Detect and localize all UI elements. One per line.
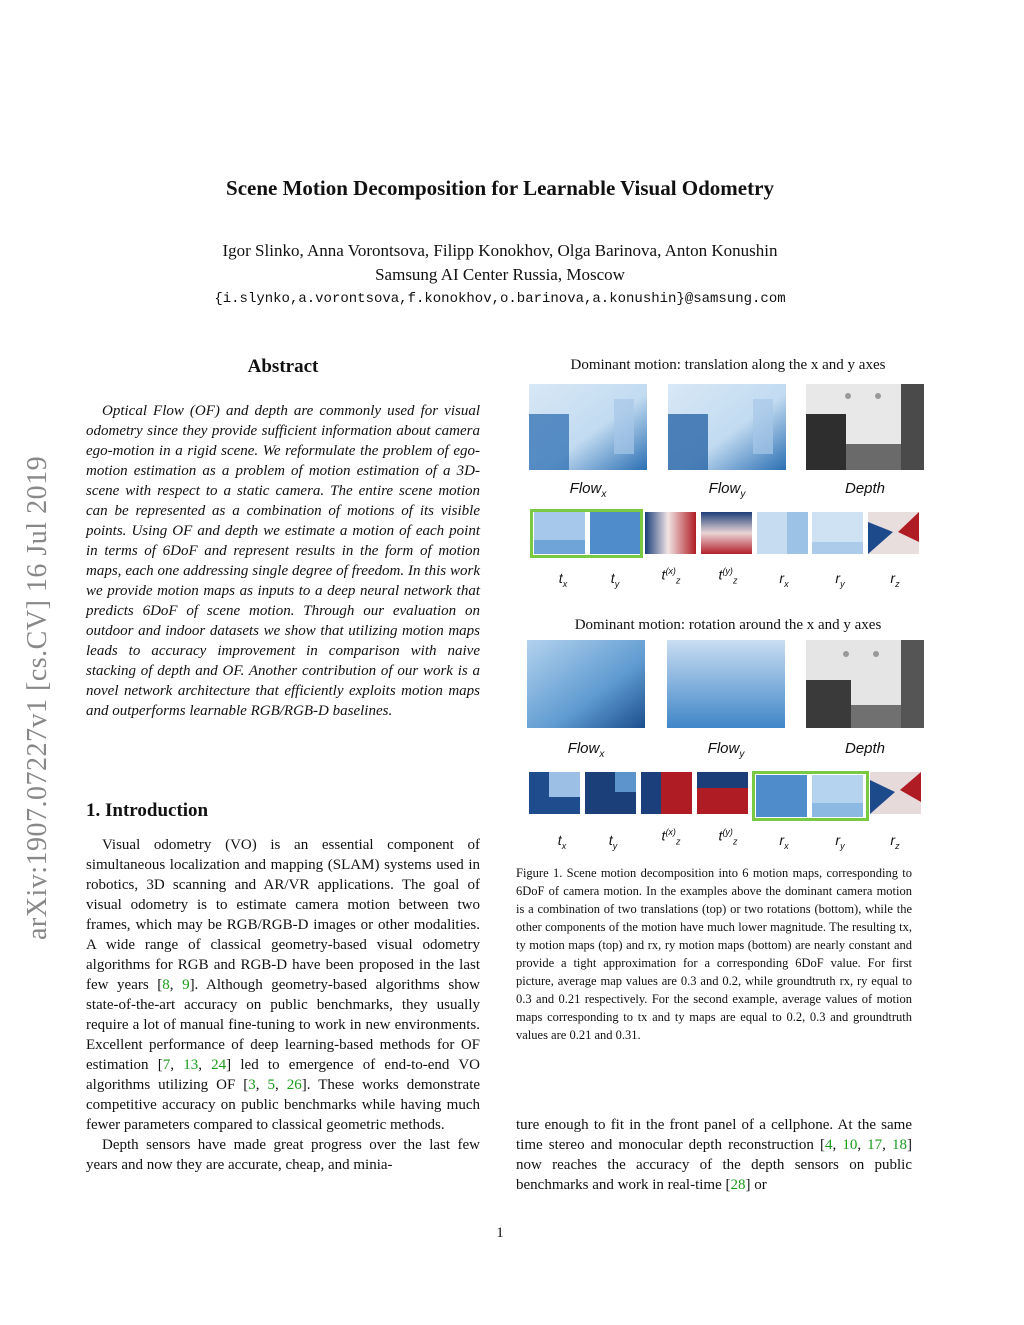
- paper-title: Scene Motion Decomposition for Learnable Visual Odometry: [226, 176, 774, 200]
- flow-x-label-rotation: Flow$_x$: [567, 740, 605, 760]
- page-number: 1: [496, 1225, 504, 1241]
- motion-map-tx-rotation: [529, 772, 580, 814]
- citation-link[interactable]: 28: [730, 1177, 746, 1193]
- citation-link[interactable]: 10: [842, 1137, 858, 1153]
- intro-continuation: ture enough to fit in the front panel of a cellphone. At the same time stereo and monocular depth reconstruction [4, 10, 17, 18] now reaches the accuracy of the depth sensors on public benchmarks and work in real-time [28] or: [516, 1117, 912, 1193]
- label-rx: $r_x$: [779, 570, 789, 589]
- arxiv-stamp: arXiv:1907.07227v1 [cs.CV] 16 Jul 2019: [22, 455, 53, 940]
- abstract-body: [86, 401, 480, 721]
- intro-body: [86, 835, 480, 1175]
- affiliation: Samsung AI Center Russia, Moscow: [375, 265, 625, 284]
- label-tx: $t_x$: [558, 570, 568, 589]
- motion-map-tz-x-rotation: [641, 772, 692, 814]
- citation-link[interactable]: 13: [183, 1057, 199, 1073]
- motion-map-rz-rotation: [870, 772, 921, 814]
- motion-map-tz-y-rotation: [697, 772, 748, 814]
- citation-link[interactable]: 7: [162, 1057, 171, 1073]
- intro-paragraph-2: Depth sensors have made great progress over the last few years and now they are accurate, cheap, and minia-: [86, 1137, 480, 1173]
- flow-y-label-rotation: Flow$_y$: [707, 740, 745, 760]
- citation-link[interactable]: 26: [286, 1077, 302, 1093]
- label-tz-x: $t^{(x)}_z$: [661, 566, 681, 586]
- flow-y-image: [668, 384, 786, 470]
- label-rz-rotation: $r_z$: [890, 832, 900, 851]
- label-ty: $t_y$: [610, 570, 620, 589]
- citation-link[interactable]: 17: [867, 1137, 883, 1153]
- depth-label: Depth: [844, 480, 886, 497]
- label-ry-rotation: $r_y$: [835, 832, 845, 851]
- flow-y-image-rotation: [667, 640, 785, 728]
- depth-image-rotation: [806, 640, 924, 728]
- label-tz-y-rotation: $t^{(y)}_z$: [718, 827, 738, 847]
- motion-map-tz-y: [701, 512, 752, 554]
- figure-caption: Figure 1. Scene motion decomposition into 6 motion maps, corresponding to 6DoF of camera motion. In the examples above the dominant camera motion is a combination of two translations (top) or two rotations (bottom), while the other components of the motion have much lower magnitude. The resulting tx, ty motion maps (top) and rx, ry motion maps (bottom) are nearly constant and provide a tight approximation for a corresponding 6DoF value. For first picture, average map values are 0.3 and 0.2, while groundtruth rx, ry equal to 0.3 and 0.21 respectively. For the second example, average values of motion maps corresponding to tx and ty maps are equal to 0.2, 0.3 and groundtruth values are 0.21 and 0.31.: [516, 866, 912, 1042]
- citation-link[interactable]: 24: [211, 1057, 227, 1073]
- flow-x-image-rotation: [527, 640, 645, 728]
- author-list: Igor Slinko, Anna Vorontsova, Filipp Konokhov, Olga Barinova, Anton Konushin: [222, 241, 778, 260]
- intro-paragraph-1: Visual odometry (VO) is an essential component of simultaneous localization and mapping (SLAM) systems used in robotics, 3D scanning and AR/VR applications. The goal of visual odometry is to estimate camera motion between two frames, which may be RGB/RGB-D images or other modalities. A wide range of classical geometry-based visual odometry algorithms for RGB and RGB-D have been proposed in the last few years [8, 9]. Although geometry-based algorithms show state-of-the-art accuracy on public benchmarks, they usually require a lot of manual fine-tuning to work in new environments. Excellent performance of deep learning-based methods for OF estimation [7, 13, 24] led to emergence of end-to-end VO algorithms utilizing OF [3, 5, 26]. These works demonstrate competitive accuracy on public benchmarks while having much fewer parameters compared to classical geometric methods.: [86, 837, 481, 1133]
- citation-link[interactable]: 18: [892, 1137, 907, 1153]
- flow-y-label: Flow$_y$: [708, 480, 746, 500]
- flow-x-label: Flow$_x$: [569, 480, 607, 500]
- motion-map-ry: [812, 512, 863, 554]
- label-tx-rotation: $t_x$: [557, 832, 567, 851]
- highlight-box-rotation: [752, 771, 869, 821]
- abstract-heading: Abstract: [247, 356, 319, 377]
- figure-bottom-heading: Dominant motion: rotation around the x and y axes: [574, 617, 882, 633]
- abstract-text: Optical Flow (OF) and depth are commonly used for visual odometry since they provide sufficient information about camera ego-motion in a rigid scene. We reformulate the problem of ego-motion estimation as a problem of motion estimation of a 3D-scene with respect to a static camera. The entire scene motion can be represented as a combination of motions of its visible points. Using OF and depth we estimate a motion of each point in terms of 6DoF and represent results in the form of motion maps, each one addressing single degree of freedom. In this work we provide motion maps as inputs to a deep neural network that predicts 6DoF of scene motion. Through our evaluation on outdoor and indoor datasets we show that utilizing motion maps leads to accuracy improvement in comparison with naive stacking of depth and OF. Another contribution of our work is a novel network architecture that efficiently exploits motion maps and outperforms learnable RGB/RGB-D baselines.: [86, 403, 480, 719]
- flow-x-image: [529, 384, 647, 470]
- label-rx-rotation: $r_x$: [779, 832, 789, 851]
- citation-link[interactable]: 9: [182, 977, 190, 993]
- label-rz: $r_z$: [890, 570, 900, 589]
- figure-top-heading: Dominant motion: translation along the x and y axes: [570, 357, 886, 373]
- citation-link[interactable]: 3: [248, 1077, 256, 1093]
- label-tz-x-rotation: $t^{(x)}_z$: [661, 827, 681, 847]
- label-ty-rotation: $t_y$: [608, 832, 618, 851]
- label-ry: $r_y$: [835, 570, 845, 589]
- citation-link[interactable]: 5: [267, 1077, 276, 1093]
- author-emails: {i.slynko,a.vorontsova,f.konokhov,o.barinova,a.konushin}@samsung.com: [214, 291, 786, 307]
- intro-heading: 1. Introduction: [86, 800, 209, 821]
- motion-map-rx: [757, 512, 808, 554]
- citation-link[interactable]: 8: [162, 977, 170, 993]
- citation-link[interactable]: 4: [824, 1137, 833, 1153]
- motion-map-rz: [868, 512, 919, 554]
- label-tz-y: $t^{(y)}_z$: [718, 566, 738, 586]
- motion-map-tz-x: [645, 512, 696, 554]
- motion-map-ty-rotation: [585, 772, 636, 814]
- depth-image: [806, 384, 924, 470]
- highlight-box-translation: [530, 509, 643, 558]
- depth-label-rotation: Depth: [844, 740, 886, 757]
